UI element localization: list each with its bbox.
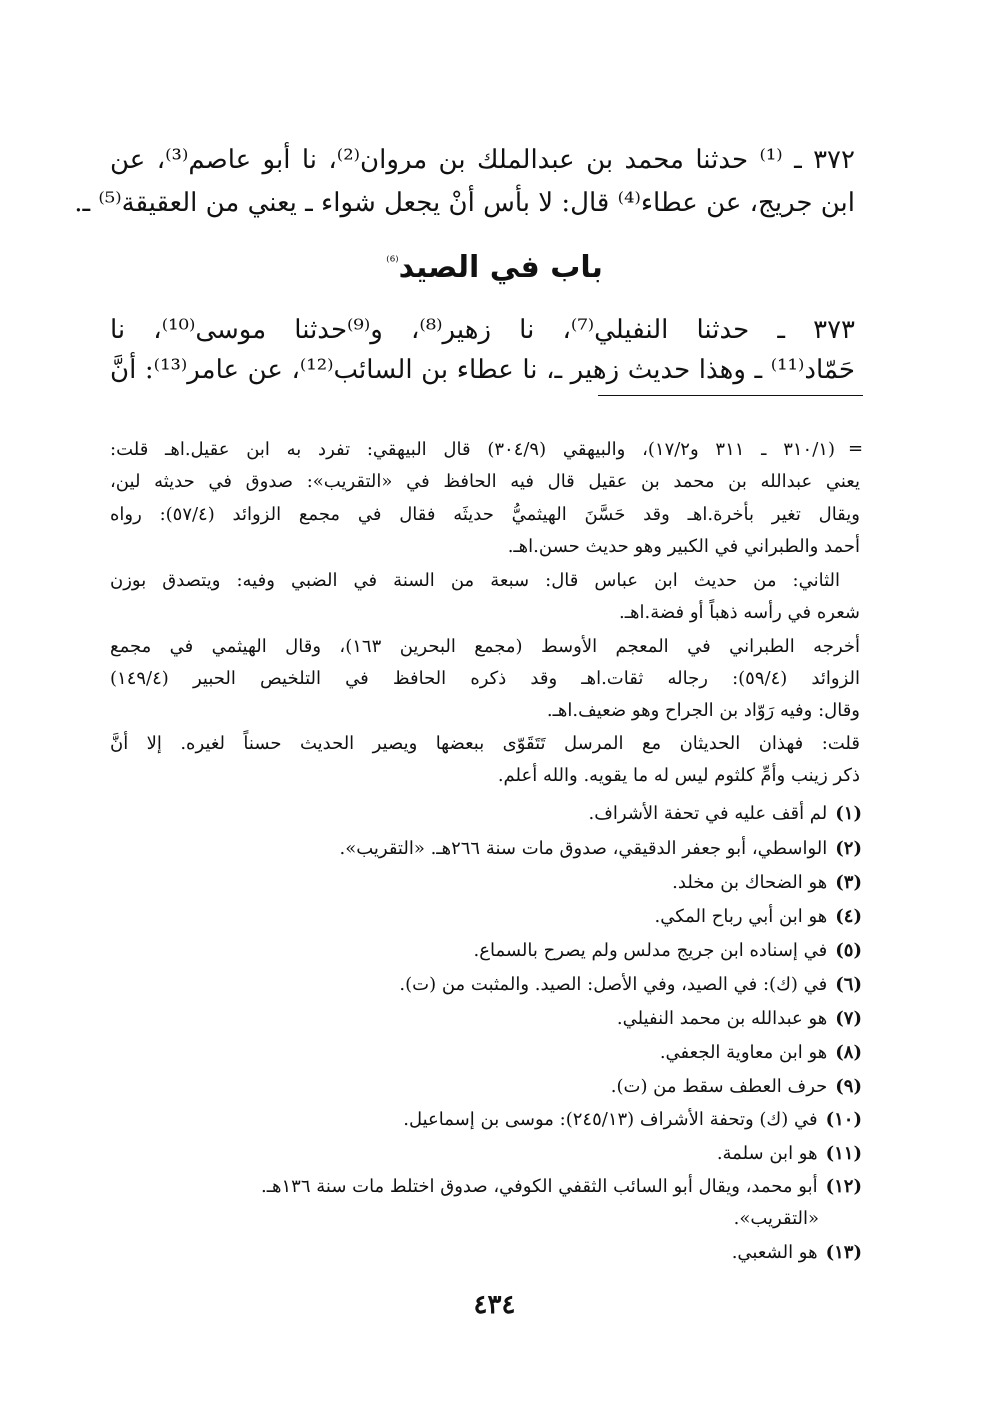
footnote-continuation-line: أحمد والطبراني في الكبير وهو حديث حسن.اهـ. <box>507 536 860 557</box>
footnote-text: لم أقف عليه في تحفة الأشراف. <box>588 803 828 824</box>
footnote-continuation-line: (٣١٠/١ ـ ٣١١ و١٧/٢)، والبيهقي (٣٠٤/٩) قال البيهقي: تفرد به ابن عقيل.اهـ قلت: <box>110 439 835 460</box>
footnote-text: في (ك): في الصيد، وفي الأصل: الصيد. والمثبت من (ت). <box>399 974 828 995</box>
footnote-number: (٨) <box>835 1042 862 1063</box>
footnote-number: (٤) <box>835 906 862 927</box>
footnote-text: في (ك) وتحفة الأشراف (٢٤٥/١٣): موسى بن إسماعيل. <box>403 1109 818 1130</box>
footnote-number: (٢) <box>835 838 862 859</box>
footnote-number: (١٣) <box>825 1242 862 1263</box>
footnote-number: (١١) <box>825 1143 862 1164</box>
hadith-373-line-1: ٣٧٣ ـ حدثنا النفيلي⁽⁷⁾، نا زهير⁽⁸⁾، و⁽⁹⁾حدثنا موسى⁽¹⁰⁾، نا <box>110 315 856 345</box>
footnote-item <box>102 1140 862 1168</box>
hadith-372-line-1: ٣٧٢ ـ ⁽¹⁾ حدثنا محمد بن عبدالملك بن مروان⁽²⁾، نا أبو عاصم⁽³⁾، عن <box>110 145 855 175</box>
footnote-continuation-line: وقال: وفيه رَوّاد بن الجراح وهو ضعيف.اهـ. <box>546 700 860 721</box>
footnote-item <box>102 903 862 931</box>
footnote-continuation-line: أخرجه الطبراني في المعجم الأوسط (مجمع البحرين ١٦٣)، وقال الهيثمي في مجمع <box>110 636 860 657</box>
page-number: ٤٣٤ <box>473 1290 516 1320</box>
footnote-text: في إسناده ابن جريج مدلس ولم يصرح بالسماع. <box>473 940 828 961</box>
hadith-373-line-2: حَمّاد⁽¹¹⁾ ـ وهذا حديث زهير ـ، نا عطاء بن السائب⁽¹²⁾، عن عامر⁽¹³⁾: أنَّ <box>110 355 855 385</box>
footnote-text: أبو محمد، ويقال أبو السائب الثقفي الكوفي، صدوق اختلط مات سنة ١٣٦هـ. <box>261 1176 818 1197</box>
footnote-text: «التقريب». <box>733 1208 819 1229</box>
footnote-number: (٦) <box>835 974 862 995</box>
footnote-text: حرف العطف سقط من (ت). <box>610 1076 828 1097</box>
footnote-item <box>102 835 862 863</box>
footnote-item-continuation <box>59 1205 819 1233</box>
footnote-continuation-line: الزوائد (٥٩/٤): رجاله ثقات.اهـ وقد ذكره الحافظ في التلخيص الحبير (١٤٩/٤) <box>110 668 860 689</box>
continuation-mark: = <box>848 438 864 459</box>
chapter-heading-note: ⁽⁶⁾ <box>386 254 399 270</box>
footnote-separator <box>598 395 863 396</box>
footnote-text: هو الضحاك بن مخلد. <box>672 872 828 893</box>
footnote-continuation-line: ويقال تغير بأخرة.اهـ وقد حَسَّنَ الهيثميُّ حديثَه فقال في مجمع الزوائد (٥٧/٤): رواه <box>110 504 860 525</box>
footnote-item <box>102 971 862 999</box>
footnote-text: الواسطي، أبو جعفر الدقيقي، صدوق مات سنة ٢٦٦هـ. «التقريب». <box>339 838 828 859</box>
footnote-number: (١٢) <box>825 1176 862 1197</box>
footnote-number: (١٠) <box>825 1109 862 1130</box>
footnote-item <box>102 1073 862 1101</box>
footnote-continuation-line: يعني عبدالله بن محمد بن عقيل قال فيه الحافظ في «التقريب»: صدوق في حديثه لين، <box>110 471 860 492</box>
footnote-continuation-line: الثاني: من حديث ابن عباس قال: سبعة من السنة في الضبي وفيه: ويتصدق بوزن <box>110 570 840 591</box>
footnote-number: (١) <box>835 803 862 824</box>
footnote-number: (٣) <box>835 872 862 893</box>
footnote-text: هو عبدالله بن محمد النفيلي. <box>616 1008 828 1029</box>
chapter-heading-text: باب في الصيد <box>398 250 603 285</box>
footnote-item <box>102 1106 862 1134</box>
footnote-text: هو الشعبي. <box>731 1242 818 1263</box>
hadith-372-line-2: ابن جريج، عن عطاء⁽⁴⁾ قال: لا بأس أنْ يجعل شواء ـ يعني من العقيقة⁽⁵⁾ ـ. <box>74 188 855 218</box>
footnote-continuation-line: ذكر زينب وأمِّ كلثوم ليس له ما يقويه. والله أعلم. <box>497 765 860 786</box>
footnote-item <box>102 1173 862 1201</box>
footnote-continuation-line: قلت: فهذان الحديثان مع المرسل تَتَقَوّى ببعضها ويصير الحديث حسناً لغيره. إلا أنَّ <box>110 733 860 754</box>
footnote-item <box>102 1005 862 1033</box>
footnote-item <box>102 1039 862 1067</box>
footnote-item <box>102 800 862 828</box>
footnote-text: هو ابن أبي رباح المكي. <box>654 906 828 927</box>
footnote-number: (٧) <box>835 1008 862 1029</box>
footnote-continuation-line: شعره في رأسه ذهباً أو فضة.اهـ. <box>619 602 860 623</box>
footnote-item <box>102 869 862 897</box>
footnote-item <box>102 1239 862 1267</box>
footnote-number: (٩) <box>835 1076 862 1097</box>
footnote-text: هو ابن سلمة. <box>716 1143 818 1164</box>
chapter-heading <box>0 250 989 285</box>
footnote-item <box>102 937 862 965</box>
footnote-number: (٥) <box>835 940 862 961</box>
footnote-text: هو ابن معاوية الجعفي. <box>659 1042 828 1063</box>
